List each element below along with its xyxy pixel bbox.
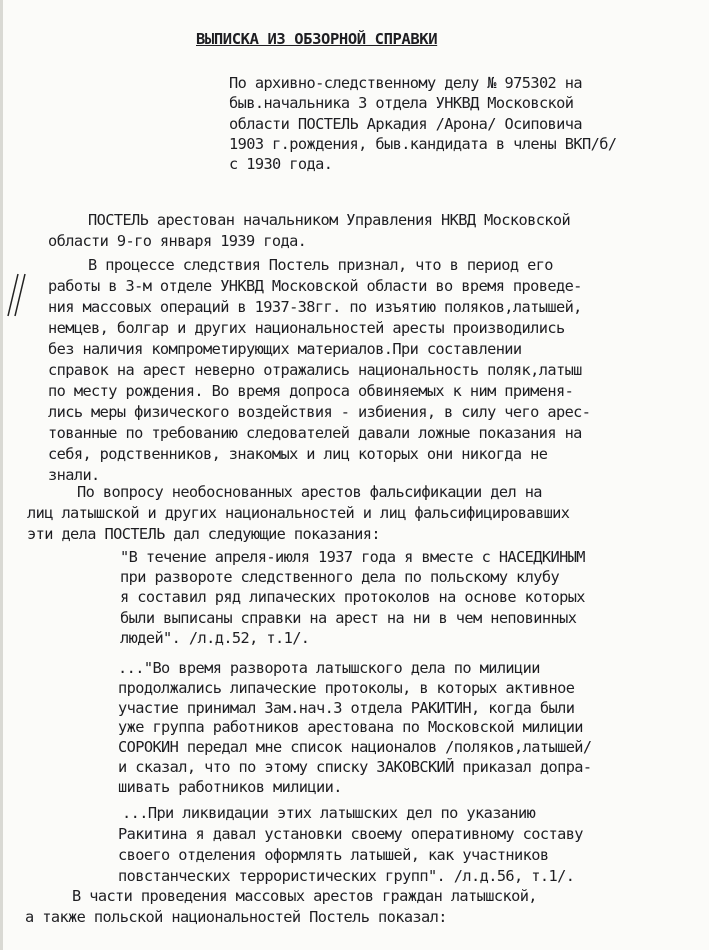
quote1-line: при развороте следственного дела по польскому клубу — [120, 568, 560, 587]
para2-line: без наличия компрометирующих материалов.При составлении — [48, 340, 522, 358]
document-title: ВЫПИСКА ИЗ ОБЗОРНОЙ СПРАВКИ — [196, 30, 438, 48]
quote3-line: повстанческих террористических групп". /л.д.56, т.1/. — [118, 867, 575, 885]
margin-mark-icon — [4, 270, 28, 320]
para1-line: ПОСТЕЛЬ арестован начальником Управления НКВД Московской — [88, 211, 571, 229]
quote3-line: Ракитина я давал установки своему оперативному составу — [118, 825, 583, 843]
quote1-line: я составил ряд липачеcких протоколов на основе которых — [120, 588, 585, 607]
para2-line: справок на арест неверно отражались национальность поляк,латыш — [48, 361, 582, 379]
quote2-line: ..."Во время разворота латышского дела по милиции — [118, 659, 540, 677]
para4-line: а также польской национальностей Постель показал: — [25, 908, 447, 926]
para2-line: работы в 3-м отделе УНКВД Московской области во время проведе- — [48, 277, 582, 295]
para2-line: В процессе следствия Постель признал, что в период его — [88, 256, 553, 274]
para2-line: себя, родственников, знакомых и лиц которых они никогда не — [48, 445, 548, 463]
quote2-line: участие принимал Зам.нач.3 отдела РАКИТИН, когда были — [118, 698, 575, 717]
para2-line: лись меры физического воздействия - избиения, в силу чего арес- — [48, 403, 591, 421]
quote1-line: людей". /л.д.52, т.1/. — [120, 628, 310, 647]
quote1-line: "В течение апреля-июля 1937 года я вместе с НАСЕДКИНЫМ — [120, 548, 585, 566]
para2-line: по месту рождения. Во время допроса обвиняемых к ним применя- — [48, 382, 574, 400]
quote2-line: и сказал, что по этому списку ЗАКОВСКИЙ приказал допра- — [118, 758, 592, 776]
para2-line: немцев, болгар и других национальностей аресты производились — [48, 319, 565, 337]
header-block-line: с 1930 года. — [229, 155, 333, 174]
header-block-line: области ПОСТЕЛЬ Аркадия /Арона/ Осиповича — [229, 114, 582, 133]
header-block-line: По архивно-следственному делу № 975302 на — [229, 74, 582, 92]
quote2-line: шивать работников милиции. — [118, 777, 342, 796]
para2-line: знали. — [48, 466, 100, 484]
para3-line: По вопросу необоснованных арестов фальсификации дел на — [77, 483, 542, 501]
para4-line: В части проведения массовых арестов граждан латышской, — [72, 887, 537, 905]
quote2-line: уже группа работников арестована по Московской милиции — [118, 718, 583, 737]
para3-line: эти дела ПОСТЕЛЬ дал следующие показания: — [27, 525, 380, 544]
quote3-line: своего отделения оформлять латышей, как участников — [118, 846, 549, 864]
para2-line: ния массовых операций в 1937-38гг. по изъятию поляков,латышей, — [48, 298, 582, 316]
header-block-line: 1903 г.рождения, быв.кандидата в члены ВКП/б/ — [229, 134, 617, 153]
quote3-line: ...При ликвидации этих латышских дел по указанию — [122, 804, 536, 822]
quote1-line: были выписаны справки на арест на ни в чем неповинных — [120, 608, 577, 627]
header-block-line: быв.начальника 3 отдела УНКВД Московской — [229, 94, 574, 113]
quote2-line: СОРОКИН передал мне список националов /поляков,латышей/ — [118, 738, 592, 757]
para2-line: тованные по требованию следователей давали ложные показания на — [48, 424, 582, 442]
para3-line: лиц латышской и других национальностей и лиц фальсифицировавших — [27, 504, 570, 523]
para1-line: области 9-го января 1939 года. — [48, 231, 307, 250]
quote2-line: продолжались липаческие протоколы, в которых активное — [118, 678, 575, 697]
